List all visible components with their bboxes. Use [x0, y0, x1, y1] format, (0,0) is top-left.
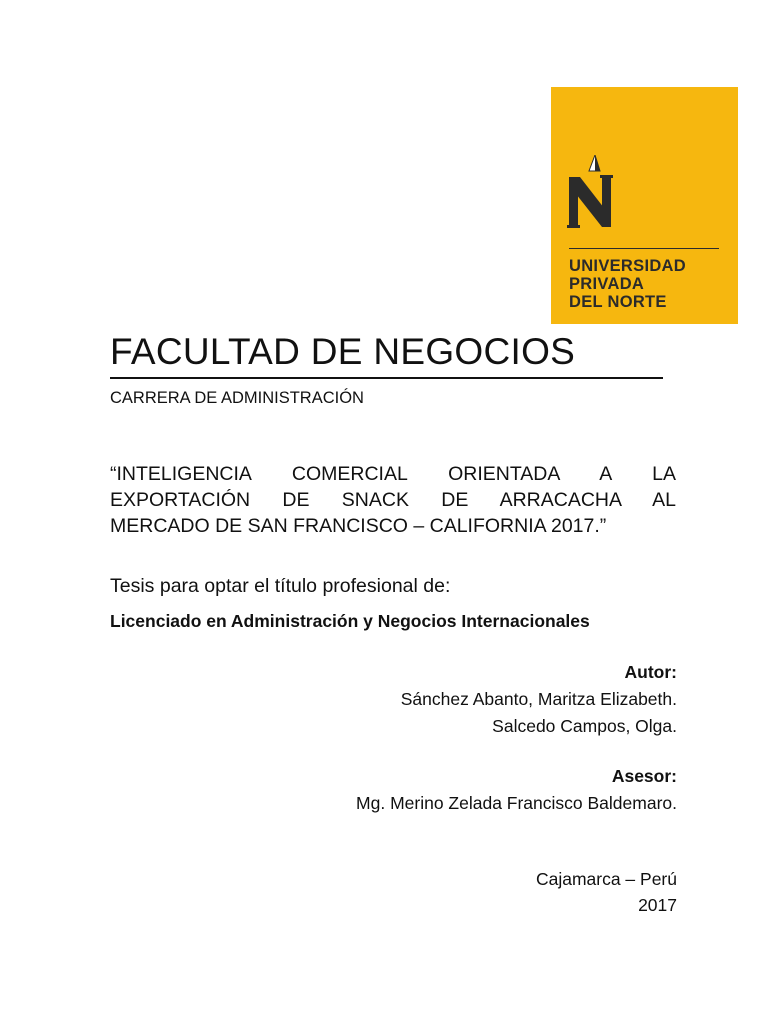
- thesis-purpose: Tesis para optar el título profesional de:: [110, 575, 451, 597]
- thesis-title: [110, 461, 676, 539]
- degree-title: Licenciado en Administración y Negocios Internacionales: [110, 611, 590, 631]
- university-name-line: PRIVADA: [569, 275, 645, 293]
- career-name: CARRERA DE ADMINISTRACIÓN: [110, 389, 364, 407]
- author-label: Autor:: [624, 662, 677, 682]
- year: 2017: [638, 895, 677, 915]
- university-logo: [551, 87, 738, 324]
- advisor-label: Asesor:: [611, 766, 677, 786]
- place: Cajamarca – Perú: [535, 869, 677, 889]
- author-name: Salcedo Campos, Olga.: [492, 716, 677, 736]
- heading-rule: [110, 377, 663, 379]
- logo-divider: [569, 248, 719, 249]
- thesis-title-line: EXPORTACIÓN DE SNACK DE ARRACACHA AL: [110, 489, 676, 511]
- upn-n-monogram-icon: [567, 155, 613, 231]
- author-name: Sánchez Abanto, Maritza Elizabeth.: [400, 689, 677, 709]
- thesis-title-line: “INTELIGENCIA COMERCIAL ORIENTADA A LA: [110, 463, 676, 485]
- faculty-heading: FACULTAD DE NEGOCIOS: [110, 331, 576, 372]
- university-name-line: DEL NORTE: [569, 293, 667, 311]
- advisor-name: Mg. Merino Zelada Francisco Baldemaro.: [356, 793, 677, 813]
- thesis-title-line: MERCADO DE SAN FRANCISCO – CALIFORNIA 2017.”: [110, 515, 607, 537]
- university-name-line: UNIVERSIDAD: [569, 257, 686, 275]
- university-name: [569, 257, 734, 311]
